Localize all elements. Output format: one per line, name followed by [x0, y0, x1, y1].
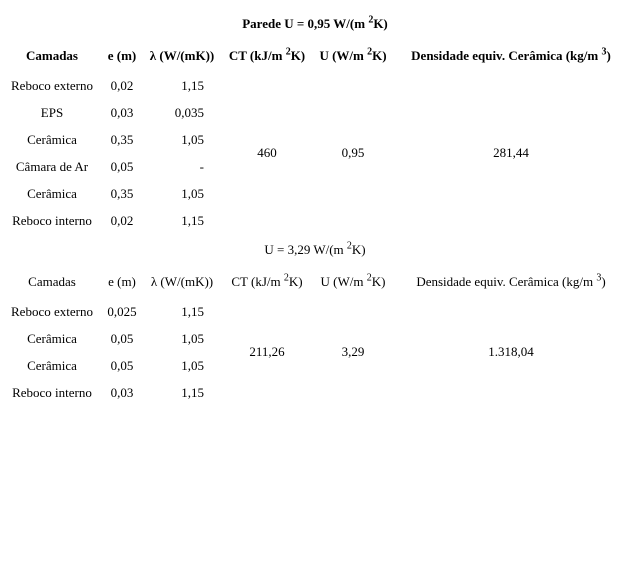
table2-header-lambda: λ (W/(mK)) [150, 274, 214, 289]
camada-cell: Câmara de Ar [15, 158, 89, 174]
table2-header-dens-sup: 3 [596, 272, 602, 284]
table1-u-value: 0,95 [341, 145, 365, 160]
lambda-cell: 0,035 [174, 104, 204, 120]
table1-header-u-post: K) [372, 48, 387, 63]
table2-header-u-sup: 2 [366, 272, 372, 284]
table1-header-densidade [394, 40, 628, 72]
table1-header-dens-text: Densidade equiv. Cerâmica (kg/m [411, 48, 599, 63]
table2-header-u [312, 266, 394, 298]
table2-header-row [2, 266, 628, 298]
table-row [2, 298, 628, 325]
lambda-cell: 1,15 [181, 212, 204, 228]
table2-title [2, 234, 628, 266]
table1-header-u [312, 40, 394, 72]
camada-cell: Reboco externo [11, 303, 93, 319]
camada-cell: Reboco externo [11, 77, 93, 93]
table-row [2, 72, 628, 99]
e-cell: 0,35 [110, 185, 134, 201]
table2-header-u-text: U (W/m [320, 274, 364, 289]
table2-header-camadas: Camadas [28, 274, 76, 289]
e-cell: 0,05 [110, 357, 134, 373]
table2-title-sup: 2 [346, 240, 352, 252]
table1-header-ct-sup: 2 [285, 46, 291, 58]
lambda-cell: 1,05 [181, 357, 204, 373]
table2-header-ct-sup: 2 [283, 272, 289, 284]
table1-title-post: K) [373, 16, 388, 31]
table2-header-ct-post: K) [288, 274, 303, 289]
e-cell: 0,02 [110, 212, 134, 228]
lambda-cell: 1,05 [181, 185, 204, 201]
table2-header-dens-text: Densidade equiv. Cerâmica (kg/m [416, 274, 594, 289]
table2 [2, 266, 628, 406]
table2-header-densidade [394, 266, 628, 298]
table1-header-u-text: U (W/m [319, 48, 364, 63]
table1-header-ct [222, 40, 312, 72]
table2-header-u-post: K) [371, 274, 386, 289]
table1-header-row [2, 40, 628, 72]
table1-title [2, 8, 628, 40]
lambda-cell: 1,15 [181, 77, 204, 93]
table2-header-ct [222, 266, 312, 298]
e-cell: 0,05 [110, 158, 134, 174]
table2-header-e: e (m) [108, 274, 136, 289]
table2-title-post: K) [351, 242, 366, 257]
camada-cell: Cerâmica [27, 185, 77, 201]
table2-u-value: 3,29 [341, 344, 365, 359]
table1-header-dens-post: ) [606, 48, 611, 63]
lambda-cell: 1,05 [181, 330, 204, 346]
e-cell: 0,03 [110, 104, 134, 120]
table2-header-dens-post: ) [601, 274, 606, 289]
lambda-cell: 1,15 [181, 303, 204, 319]
table2-header-ct-text: CT (kJ/m [231, 274, 281, 289]
table1-header-ct-post: K) [290, 48, 306, 63]
table1-header-u-sup: 2 [367, 46, 373, 58]
camada-cell: Reboco interno [12, 384, 92, 400]
table2-title-text: U = 3,29 W/(m [264, 242, 344, 257]
table1 [2, 40, 628, 234]
table2-ct-value: 211,26 [249, 344, 285, 359]
e-cell: 0,03 [110, 384, 134, 400]
table1-ct-value: 460 [257, 145, 277, 160]
table1-densidade-value: 281,44 [493, 145, 529, 160]
camada-cell: Reboco interno [12, 212, 92, 228]
e-cell: 0,025 [107, 303, 137, 319]
lambda-cell: 1,05 [181, 131, 204, 147]
table1-header-dens-sup: 3 [601, 46, 607, 58]
e-cell: 0,35 [110, 131, 134, 147]
table1-title-text: Parede U = 0,95 W/(m [242, 16, 366, 31]
camada-cell: Cerâmica [27, 131, 77, 147]
lambda-cell: 1,15 [181, 384, 204, 400]
lambda-cell: - [199, 158, 204, 174]
document [2, 8, 628, 406]
camada-cell: Cerâmica [27, 357, 77, 373]
table1-header-e: e (m) [107, 48, 137, 63]
table1-header-lambda: λ (W/(mK)) [149, 48, 215, 63]
table1-header-ct-text: CT (kJ/m [228, 48, 283, 63]
camada-cell: EPS [40, 104, 64, 120]
e-cell: 0,02 [110, 77, 134, 93]
table1-title-sup: 2 [368, 14, 374, 26]
table1-header-camadas: Camadas [25, 48, 78, 63]
e-cell: 0,05 [110, 330, 134, 346]
table2-densidade-value: 1.318,04 [488, 344, 534, 359]
camada-cell: Cerâmica [27, 330, 77, 346]
